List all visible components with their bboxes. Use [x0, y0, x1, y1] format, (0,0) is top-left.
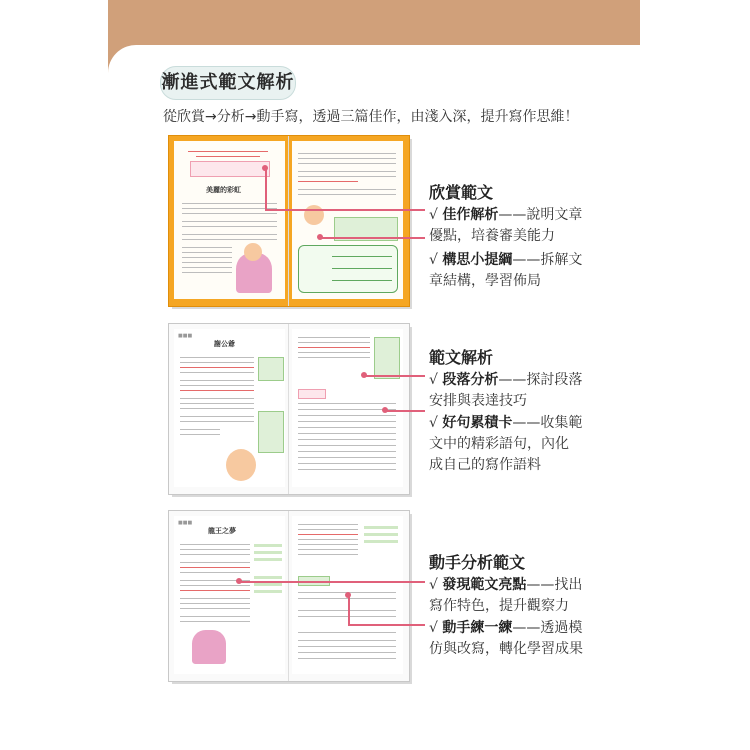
section-heading-practice: 動手分析範文 [429, 553, 526, 572]
illustration-kid [304, 205, 324, 225]
text-line [196, 156, 260, 157]
text-line [298, 632, 396, 633]
text-line [180, 372, 254, 373]
mindmap-branch [332, 268, 392, 269]
text-line [180, 421, 254, 422]
text-line [182, 252, 232, 253]
feature-term: 構思小提綱 [442, 252, 513, 268]
check-icon: √ [429, 577, 438, 593]
callout-line [385, 410, 425, 412]
callout-line [320, 237, 425, 239]
highlight-line [298, 181, 358, 182]
feature-desc: 成自己的寫作語料 [429, 457, 541, 473]
illustration-dragon [192, 630, 226, 664]
article-title: 龍王之夢 [208, 527, 236, 535]
book-spread [168, 510, 410, 682]
book-gutter [288, 511, 289, 681]
book-gutter [288, 324, 289, 494]
text-line [298, 469, 396, 470]
text-line [298, 554, 358, 555]
article-title: 美麗的彩虹 [206, 186, 241, 194]
highlight-line [180, 567, 250, 568]
text-line [298, 539, 358, 540]
text-line [298, 439, 396, 440]
feature-term: 段落分析 [442, 372, 499, 388]
text-line [298, 445, 396, 446]
left-page [174, 141, 285, 299]
practice-line [364, 526, 398, 529]
writing-line [298, 610, 396, 611]
text-line [182, 213, 277, 214]
practice-line [254, 558, 282, 561]
highlight-line [180, 390, 254, 391]
check-icon: √ [429, 207, 438, 223]
feature-desc: 優點，培養審美能力 [429, 228, 555, 244]
thumbnail-spread-practice [168, 510, 408, 680]
feature-desc: 收集範 [540, 415, 583, 431]
text-line [180, 398, 254, 399]
text-line [180, 357, 254, 358]
callout-line [348, 624, 425, 626]
text-line [298, 337, 370, 338]
text-line [182, 234, 277, 235]
book-gutter [288, 136, 289, 306]
practice-line [364, 533, 398, 536]
highlight-line [180, 367, 254, 368]
text-line [298, 544, 358, 545]
mindmap-branch [332, 256, 392, 257]
callout-line [364, 375, 425, 377]
feature-item [429, 205, 599, 247]
text-line [180, 403, 254, 404]
writing-line [298, 658, 396, 659]
text-line [182, 203, 277, 204]
text-line [180, 616, 250, 617]
text-line [180, 572, 250, 573]
thumbnail-spread-appreciation [168, 135, 408, 305]
left-page [174, 516, 285, 674]
text-line [298, 524, 358, 525]
note-card [258, 357, 284, 381]
text-line [298, 403, 396, 404]
feature-dash: —— [512, 252, 541, 268]
feature-desc: 文中的精彩語句，內化 [429, 436, 569, 452]
text-line [180, 434, 220, 435]
page-title: 漸進式範文解析 [161, 72, 295, 93]
text-line [180, 621, 250, 622]
left-page [174, 329, 285, 487]
practice-line [254, 576, 282, 579]
text-line [298, 153, 396, 154]
feature-dash: —— [498, 207, 527, 223]
practice-line [254, 551, 282, 554]
callout-line [348, 595, 350, 625]
section-heading-analysis: 範文解析 [429, 348, 494, 367]
check-icon: √ [429, 415, 438, 431]
text-line [180, 385, 254, 386]
feature-desc: 說明文章 [526, 207, 583, 223]
text-line [182, 239, 277, 240]
feature-item [429, 250, 599, 292]
text-line [298, 421, 396, 422]
feature-item [429, 370, 599, 412]
practice-line [254, 590, 282, 593]
note-card [258, 411, 284, 453]
left-margin [0, 0, 108, 750]
check-icon: √ [429, 620, 438, 636]
feature-desc: 章結構，學習佈局 [429, 273, 541, 289]
feature-desc: 探討段落 [526, 372, 583, 388]
text-line [180, 603, 250, 604]
text-line [298, 415, 396, 416]
feature-dash: —— [512, 415, 541, 431]
feature-term: 好句累積卡 [442, 415, 513, 431]
text-line [182, 272, 232, 273]
text-line [182, 221, 277, 222]
feature-desc: 透過模 [540, 620, 583, 636]
text-line [182, 208, 277, 209]
text-line [180, 544, 250, 545]
text-line [188, 151, 268, 152]
text-line [298, 529, 358, 530]
section-title-pill [160, 66, 296, 100]
text-line [298, 357, 370, 358]
mindmap-outline [298, 245, 398, 293]
book-spread [168, 323, 410, 495]
writing-line [298, 640, 396, 641]
text-line [298, 171, 396, 172]
practice-line [364, 540, 398, 543]
callout-line [265, 168, 267, 210]
book-spread [168, 135, 410, 307]
thumbnail-spread-analysis [168, 323, 408, 493]
text-line [180, 608, 250, 609]
text-line [182, 262, 232, 263]
text-line [298, 549, 358, 550]
feature-item [429, 618, 599, 660]
text-line [180, 598, 250, 599]
feature-desc: 寫作特色，提升觀察力 [429, 598, 569, 614]
page-subtitle: 從欣賞→分析→動手寫，透過三篇佳作，由淺入深，提升寫作思維！ [163, 109, 579, 125]
paragraph-tag [298, 389, 326, 399]
feature-desc: 仿與改寫，轉化學習成果 [429, 641, 583, 657]
writing-line [298, 646, 396, 647]
text-line [298, 457, 396, 458]
feature-item [429, 575, 599, 617]
callout-line [265, 209, 425, 211]
section-heading-appreciation: 欣賞範文 [429, 183, 494, 202]
text-line [298, 189, 396, 190]
feature-term: 發現範文亮點 [442, 577, 527, 593]
check-icon: √ [429, 252, 438, 268]
text-line [180, 416, 254, 417]
text-line [298, 352, 370, 353]
text-line [180, 585, 250, 586]
text-line [298, 463, 396, 464]
text-line [180, 549, 250, 550]
text-line [298, 451, 396, 452]
practice-line [254, 583, 282, 586]
text-line [180, 554, 250, 555]
text-line [180, 380, 254, 381]
highlight-line [298, 347, 370, 348]
good-sentence-card [374, 337, 400, 379]
feature-dash: —— [498, 372, 527, 388]
text-line [180, 362, 254, 363]
text-line [298, 176, 396, 177]
page-label: ■■■ [178, 333, 193, 339]
feature-desc: 找出 [554, 577, 583, 593]
page-label: ■■■ [178, 520, 193, 526]
text-line [182, 257, 232, 258]
mindmap-branch [332, 280, 392, 281]
text-line [298, 598, 396, 599]
highlight-line [180, 590, 250, 591]
feature-desc: 拆解文 [540, 252, 583, 268]
text-line [180, 408, 254, 409]
text-line [180, 429, 220, 430]
highlight-line [298, 534, 358, 535]
check-icon: √ [429, 372, 438, 388]
text-line [182, 267, 232, 268]
right-page [292, 141, 403, 299]
text-line [298, 342, 370, 343]
feature-dash: —— [512, 620, 541, 636]
illustration-head [244, 243, 262, 261]
feature-item [429, 413, 599, 476]
writing-line [298, 616, 396, 617]
text-line [182, 226, 277, 227]
text-line [298, 427, 396, 428]
article-title: 謝公爺 [214, 340, 235, 348]
text-line [298, 433, 396, 434]
text-line [180, 562, 250, 563]
writing-line [298, 652, 396, 653]
feature-term: 佳作解析 [442, 207, 499, 223]
text-line [298, 163, 396, 164]
text-line [298, 194, 396, 195]
text-line [182, 247, 232, 248]
callout-line [239, 581, 425, 583]
text-line [298, 158, 396, 159]
feature-desc: 安排與表達技巧 [429, 393, 527, 409]
intro-box [190, 161, 270, 177]
feature-term: 動手練一練 [442, 620, 513, 636]
illustration-figure [226, 449, 256, 481]
practice-line [254, 544, 282, 547]
feature-dash: —— [526, 577, 555, 593]
